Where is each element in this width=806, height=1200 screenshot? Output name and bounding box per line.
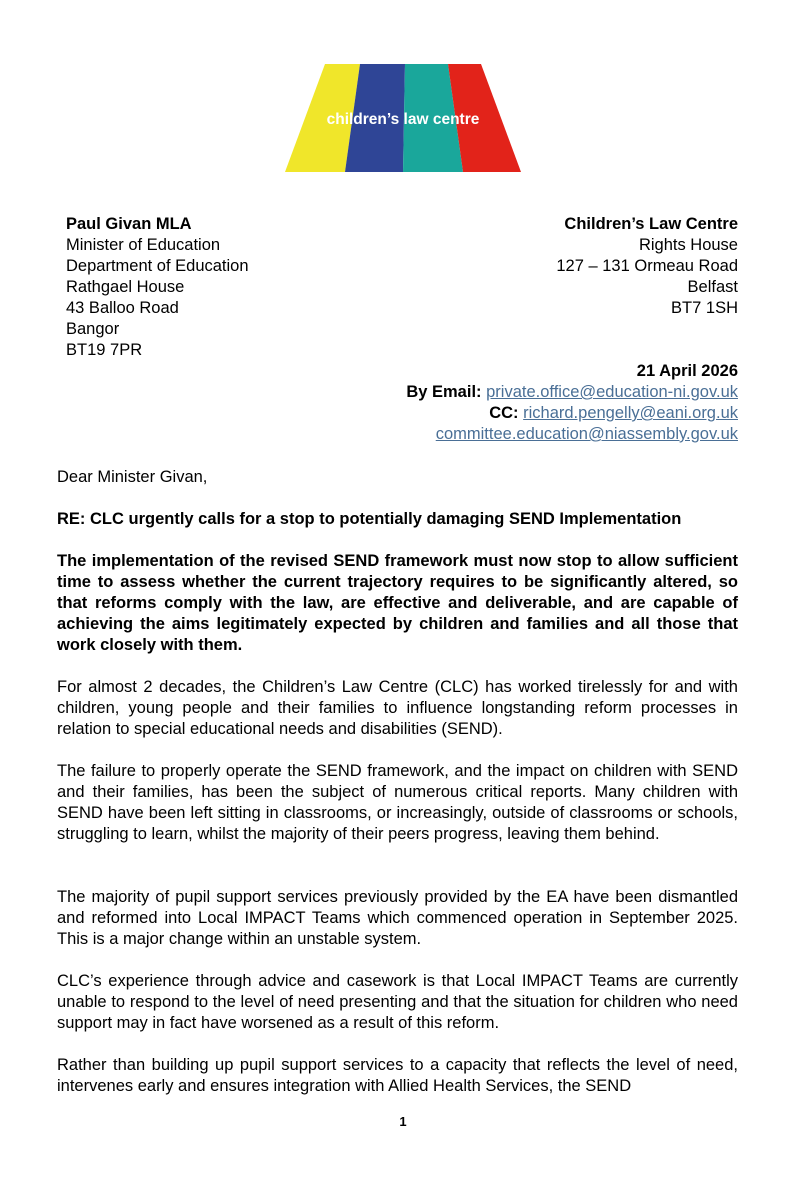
sender-name: Children’s Law Centre [564, 215, 738, 233]
clc-logo-graphic [285, 64, 521, 172]
recipient-line: Rathgael House [66, 278, 185, 296]
cc-link-1[interactable]: richard.pengelly@eani.org.uk [523, 404, 738, 422]
cc-row [406, 403, 738, 424]
clc-logo-text: children’s law centre [326, 111, 480, 128]
recipient-line: Department of Education [66, 257, 249, 275]
sender-line: Belfast [687, 278, 738, 296]
recipient-name: Paul Givan MLA [66, 215, 192, 233]
paragraph-5: Rather than building up pupil support services to a capacity that reflects the level of need, intervenes early and ensures integration with Allied Health Services, the SEND [57, 1056, 738, 1095]
recipient-address [66, 214, 249, 361]
by-email-row [406, 382, 738, 403]
by-email-link[interactable]: private.office@education-ni.gov.uk [486, 383, 738, 401]
lead-paragraph: The implementation of the revised SEND framework must now stop to allow sufficient time to assess whether the current trajectory requires to be significantly altered, so that reforms comply with the law, are effective and deliverable, and are capable of achieving the aims legitimately expected by children and families and all those that work closely with them. [57, 552, 738, 654]
sender-line: Rights House [638, 236, 738, 254]
by-email-label: By Email: [406, 383, 482, 401]
cc-label: CC: [489, 404, 519, 422]
subject-line: RE: CLC urgently calls for a stop to potentially damaging SEND Implementation [57, 510, 682, 528]
recipient-line: BT19 7PR [66, 341, 143, 359]
salutation: Dear Minister Givan, [57, 468, 208, 486]
sender-address [556, 214, 738, 319]
clc-logo [285, 64, 521, 172]
sender-line: 127 – 131 Ormeau Road [556, 257, 738, 275]
cc-link-2[interactable]: committee.education@niassembly.gov.uk [435, 425, 738, 443]
recipient-line: 43 Balloo Road [66, 299, 179, 317]
letter-meta [406, 361, 738, 445]
paragraph-3: The majority of pupil support services previously provided by the EA have been dismantled and reformed into Local IMPACT Teams which commenced operation in September 2025. This is a major change within an unstable system. [57, 888, 738, 948]
paragraph-4: CLC’s experience through advice and casework is that Local IMPACT Teams are currently unable to respond to the level of need presenting and that the situation for children who need support may in fact have worsened as a result of this reform. [57, 972, 738, 1032]
page-number: 1 [399, 1114, 407, 1129]
letter-date: 21 April 2026 [636, 362, 738, 380]
recipient-line: Bangor [66, 320, 120, 338]
paragraph-2: The failure to properly operate the SEND framework, and the impact on children with SEND and their families, has been the subject of numerous critical reports. Many children with SEND have been left sitting in classrooms, or increasingly, outside of classrooms or schools, struggling to learn, whilst the majority of their peers progress, leaving them behind. [57, 762, 738, 843]
cc-row-2 [406, 424, 738, 445]
recipient-line: Minister of Education [66, 236, 221, 254]
paragraph-1: For almost 2 decades, the Children’s Law Centre (CLC) has worked tirelessly for and with children, young people and their families to influence longstanding reform processes in relation to special educational needs and disabilities (SEND). [57, 678, 738, 738]
sender-line: BT7 1SH [671, 299, 738, 317]
